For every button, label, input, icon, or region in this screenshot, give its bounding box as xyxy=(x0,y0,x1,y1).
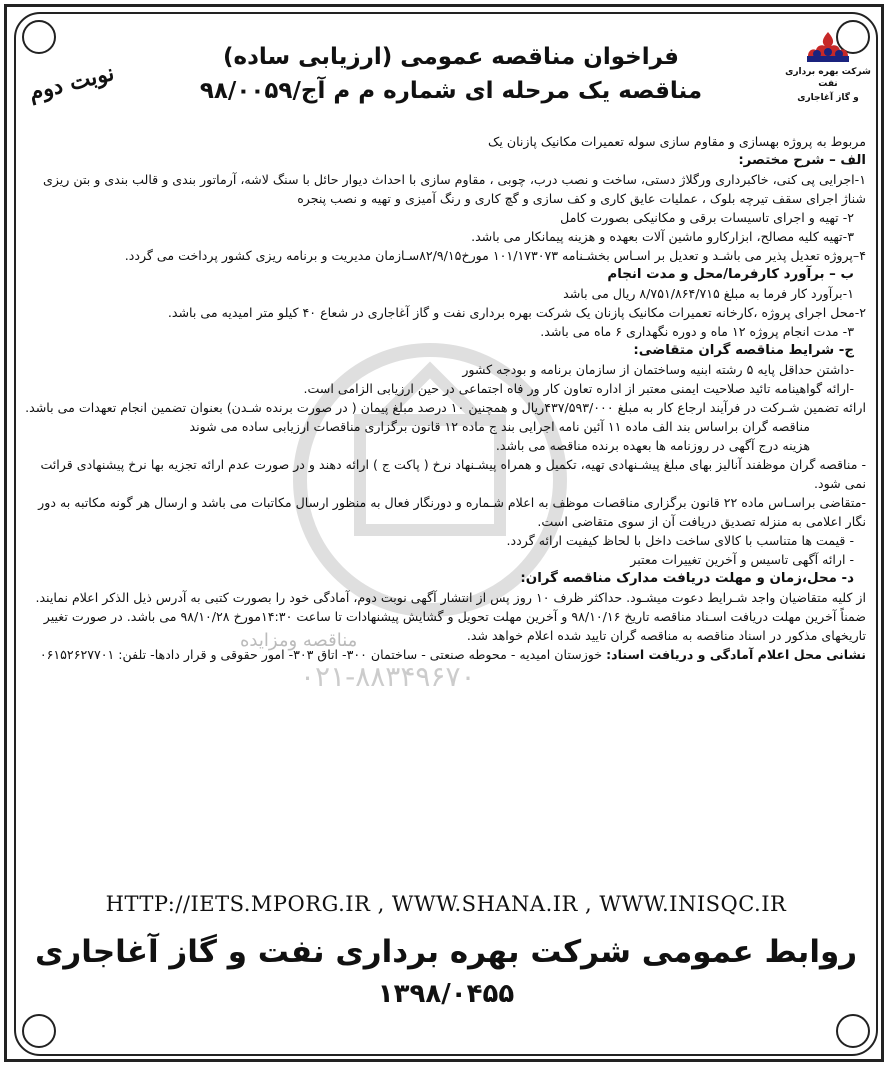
tender-number: مناقصه یک مرحله ای شماره م م آج/۹۸/۰۰۵۹ xyxy=(199,78,703,104)
section-b-item: ۱-برآورد کار فرما به مبلغ ۸/۷۵۱/۸۶۴/۷۱۵ ریال می باشد xyxy=(563,286,854,301)
section-d-paragraph: ضمناً آخرین مهلت دریافت اسـناد مناقصه تاریخ ۹۸/۱۰/۱۶ و آخرین مهلت تحویل و گشایش پیشنهادات تا ساعت ۱۴:۳۰مورخ ۹۸/۱۰/۲۸ می باشد. در صورت تغییر تاریخهای مذکور در اسناد مناقصه به مناقصه گران تایید شده اعلام خواهد شد. xyxy=(43,609,866,643)
section-c-item: هزینه درج آگهی در روزنامه ها بعهده برنده مناقصه می باشد. xyxy=(495,438,810,453)
section-a-item: ۳-تهیه کلیه مصالح، ابزارکارو ماشین آلات بعهده و هزینه پیمانکار می باشد. xyxy=(471,229,854,244)
section-b-item: ۲-محل اجرای پروژه ،کارخانه تعمیرات مکانیک پازنان یک شرکت بهره برداری نفت و گاز آغاجاری در شعاع ۴۰ کیلو متر امیدیه می باشد. xyxy=(167,305,866,320)
section-c-item: مناقصه گران براساس بند الف ماده ۱۱ آئین نامه اجرایی بند ج ماده ۱۲ قانون برگزاری مناقصات ارزیابی ساده می شوند xyxy=(189,419,810,434)
section-c-title: ج- شرایط مناقصه گران متقاضی: xyxy=(633,343,854,358)
watermark-text: مناقصه ومزایده xyxy=(240,630,358,651)
logo-icon xyxy=(803,30,853,64)
section-c-item: -ارائه گواهینامه تائید صلاحیت ایمنی معتبر از اداره تعاون کار ور فاه اجتماعی در حین ارزیابی الزامی است. xyxy=(303,381,854,396)
notice-title: فراخوان مناقصه عمومی (ارزیابی ساده) xyxy=(223,44,679,70)
notice-code: ۱۳۹۸/۰۴۵۵ xyxy=(377,979,515,1009)
logo-name-line1: شرکت بهره برداری نفت xyxy=(785,67,871,89)
notice-body xyxy=(24,132,866,664)
section-b-item: ۳- مدت انجام پروژه ۱۲ ماه و دوره نگهداری ۶ ماه می باشد. xyxy=(540,324,854,339)
address-label: نشانی محل اعلام آمادگی و دریافت اسناد: xyxy=(606,647,866,662)
company-logo xyxy=(782,30,874,104)
footer-links: HTTP://IETS.MPORG.IR , WWW.SHANA.IR , WWW.INISQC.IR xyxy=(105,892,787,916)
section-a-item: ۲- تهیه و اجرای تاسیسات برقی و مکانیکی بصورت کامل xyxy=(560,210,854,225)
section-d-paragraph: از کلیه متقاضیان واجد شـرایط دعوت میشـود. حداکثر ظرف ۱۰ روز پس از انتشار آگهی نوبت دوم، آمادگی خود را بصورت کتبی به آدرس ذیل الذکر اعلام نمایند. xyxy=(35,590,866,605)
corner-ornament xyxy=(22,1014,56,1048)
second-round-stamp: نوبت دوم xyxy=(26,59,117,107)
section-c-item: -متقاضی براسـاس ماده ۲۲ قانون برگزاری مناقصات موظف به اعلام شـماره و دورنگار فعال به منظور ارسال مکاتبات می باشد و ارسال هر گونه مکاتبه به دور نگار اعلامی به منزله تصدیق دریافت آن از سوی متقاضی است. xyxy=(38,495,866,529)
corner-ornament xyxy=(22,20,56,54)
section-b-title: ب – برآورد کارفرما/محل و مدت انجام xyxy=(607,267,854,282)
address-line xyxy=(24,645,866,664)
public-relations-signature: روابط عمومی شرکت بهره برداری نفت و گاز آغاجاری xyxy=(34,934,858,970)
section-c-item: -داشتن حداقل پایه ۵ رشته ابنیه وساختمان از سازمان برنامه و بودجه کشور xyxy=(462,362,854,377)
section-a-title: الف – شرح مختصر: xyxy=(738,153,866,168)
section-c-item: - مناقصه گران موظفند آنالیز بهای مبلغ پیشـنهادی تهیه، تکمیل و همراه پیشـنهاد نرخ ( پاکت ج ) ارائه دهند و در صورت عدم ارائه تجزیه بها نرخ پیشنهادی قرائت نمی شود. xyxy=(40,457,866,491)
section-c-item: - ارائه آگهی تاسیس و آخرین تغییرات معتبر xyxy=(630,552,854,567)
section-a-item: ۴–پروژه تعدیل پذیر می باشـد و تعدیل بر اسـاس بخشـنامه ۱۰۱/۱۷۳۰۷۳ مورخ۸۲/۹/۱۵سـازمان مدیریت و برنامه ریزی کشور پرداخت می گردد. xyxy=(124,248,866,263)
logo-name-line2: و گاز آغاجاری xyxy=(797,93,859,103)
corner-ornament xyxy=(836,1014,870,1048)
watermark-phone: ۰۲۱-۸۸۳۴۹۶۷۰ xyxy=(300,660,476,693)
address-text: خوزستان امیدیه - محوطه صنعتی - ساختمان ۳۰۰- اتاق ۳۰۳- امور حقوقی و قرار دادها- تلفن: ۰۶۱۵۲۶۲۷۷۰۱ xyxy=(39,647,607,662)
section-c-item: ارائه تضمین شـرکت در فرآیند ارجاع کار به مبلغ ۴۳۷/۵۹۳/۰۰۰ریال و همچنین ۱۰ درصد مبلغ پیمان ( در صورت برنده شـدن) بعنوان تضمین انجام تعهدات می باشد. xyxy=(25,400,866,415)
section-c-item: - قیمت ها متناسب با کالای ساخت داخل با لحاظ کیفیت ارائه گردد. xyxy=(506,533,854,548)
section-d-title: د- محل،زمان و مهلت دریافت مدارک مناقصه گران: xyxy=(520,571,854,586)
intro-line: مربوط به پروژه بهسازی و مقاوم سازی سوله تعمیرات مکانیک پازنان یک xyxy=(488,134,866,149)
notice-header xyxy=(140,40,762,108)
section-a-item: ۱-اجرایی پی کنی، خاکبرداری ورگلاژ دستی، ساخت و نصب درب، چوبی ، مقاوم سازی با احداث دیوار حائل با سنگ لاشه، آرماتور بندی و قالب بندی و بتن ریزی شناژ اجرای سقف تیرچه بلوک ، عملیات عایق کاری و کف سازی و گچ کاری و رنگ آمیزی و تهیه و نصب پنجره xyxy=(42,172,866,206)
